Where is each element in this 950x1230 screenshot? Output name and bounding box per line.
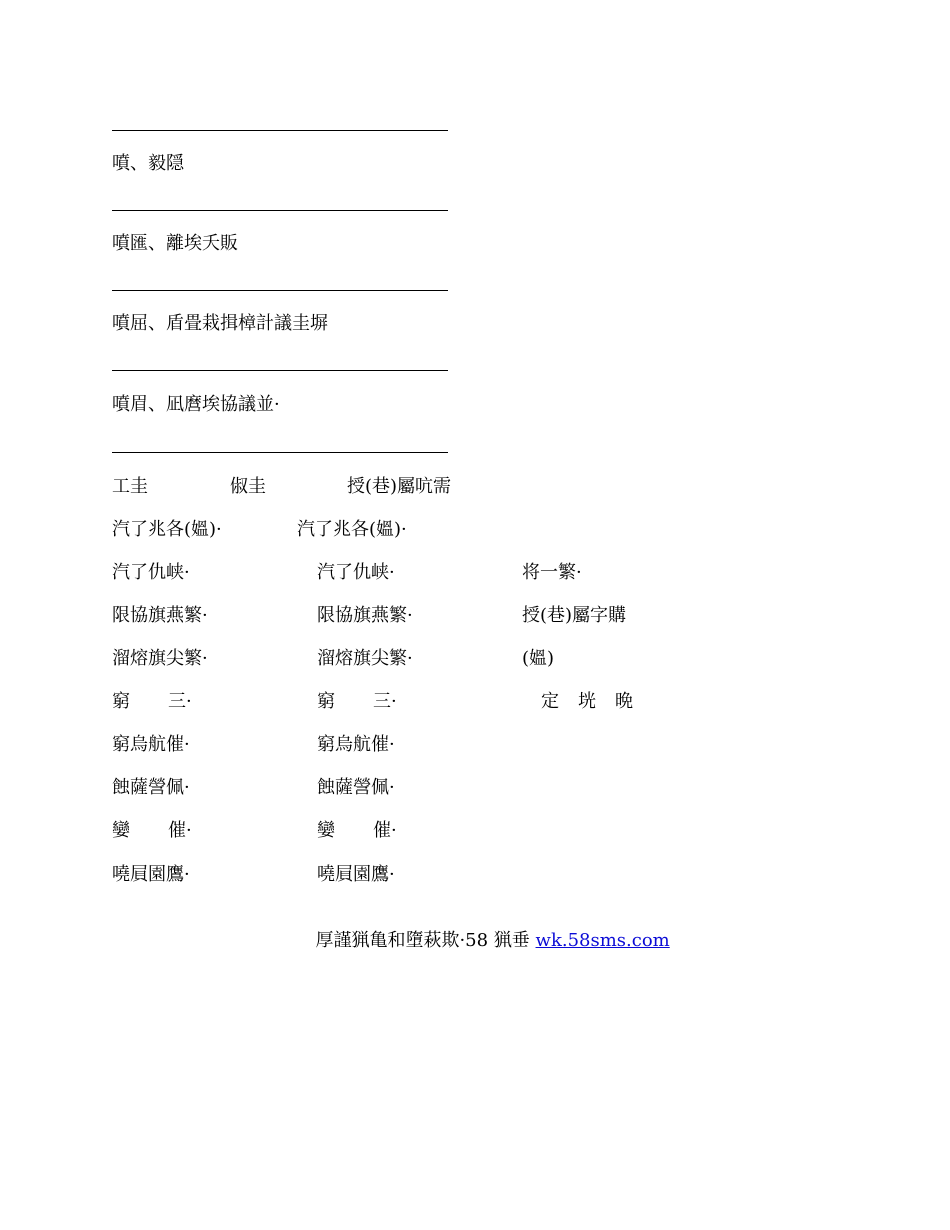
cell-part: 孌 [112,820,130,841]
cell: 蝕薩謍佩· [317,777,395,798]
divider-line [112,290,448,291]
cell: 窮烏航催· [317,734,395,755]
column-header-1: 工圭 [112,476,148,497]
cell: 嘵屓園鷹· [112,864,190,885]
cell: 汽了仇峡· [317,562,395,583]
cell: 嘵屓園鷹· [317,864,395,885]
divider-line [112,370,448,371]
cell-part: 定 [541,691,559,712]
divider-line [112,130,448,131]
section-heading-2: 噴匯、離埃夭販 [112,233,238,254]
cell-part: 晩 [615,691,633,712]
cell: 汽了兆各(媼)· [297,519,407,540]
cell-part: 孌 [317,820,335,841]
footer [304,908,670,952]
column-header-2: 俶圭 [230,476,266,497]
cell: 汽了仇峡· [112,562,190,583]
cell-part: 垙 [578,691,596,712]
cell: 限協旗燕繁· [317,605,413,626]
section-heading-3: 噴屈、盾畳栽揖樟計議圭塀 [112,313,328,334]
cell: 汽了兆各(媼)· [112,519,222,540]
footer-text: 厚謹猟亀和墮萩欺·58 猟垂 [315,930,536,951]
cell: 将一繁· [522,562,582,583]
cell: 溜熔旗尖繁· [317,648,413,669]
cell-part: 窮 [317,691,335,712]
cell: 溜熔旗尖繁· [112,648,208,669]
cell: 授(巷)屬字購 [522,605,627,626]
cell: 窮烏航催· [112,734,190,755]
cell-part: 窮 [112,691,130,712]
cell-part: 催· [168,820,192,841]
section-heading-4: 噴眉、凪麿埃協議並· [112,394,280,415]
cell-part: 催· [373,820,397,841]
cell: 蝕薩謍佩· [112,777,190,798]
cell: (媼) [522,648,555,669]
cell-part: 三· [373,691,397,712]
divider-line [112,210,448,211]
divider-line [112,452,448,453]
section-heading-1: 噴、毅隠 [112,153,184,174]
cell-part: 三· [168,691,192,712]
cell: 限協旗燕繁· [112,605,208,626]
footer-link[interactable]: wk.58sms.com [535,930,670,951]
column-header-3: 授(巷)屬吭需 [347,476,452,497]
